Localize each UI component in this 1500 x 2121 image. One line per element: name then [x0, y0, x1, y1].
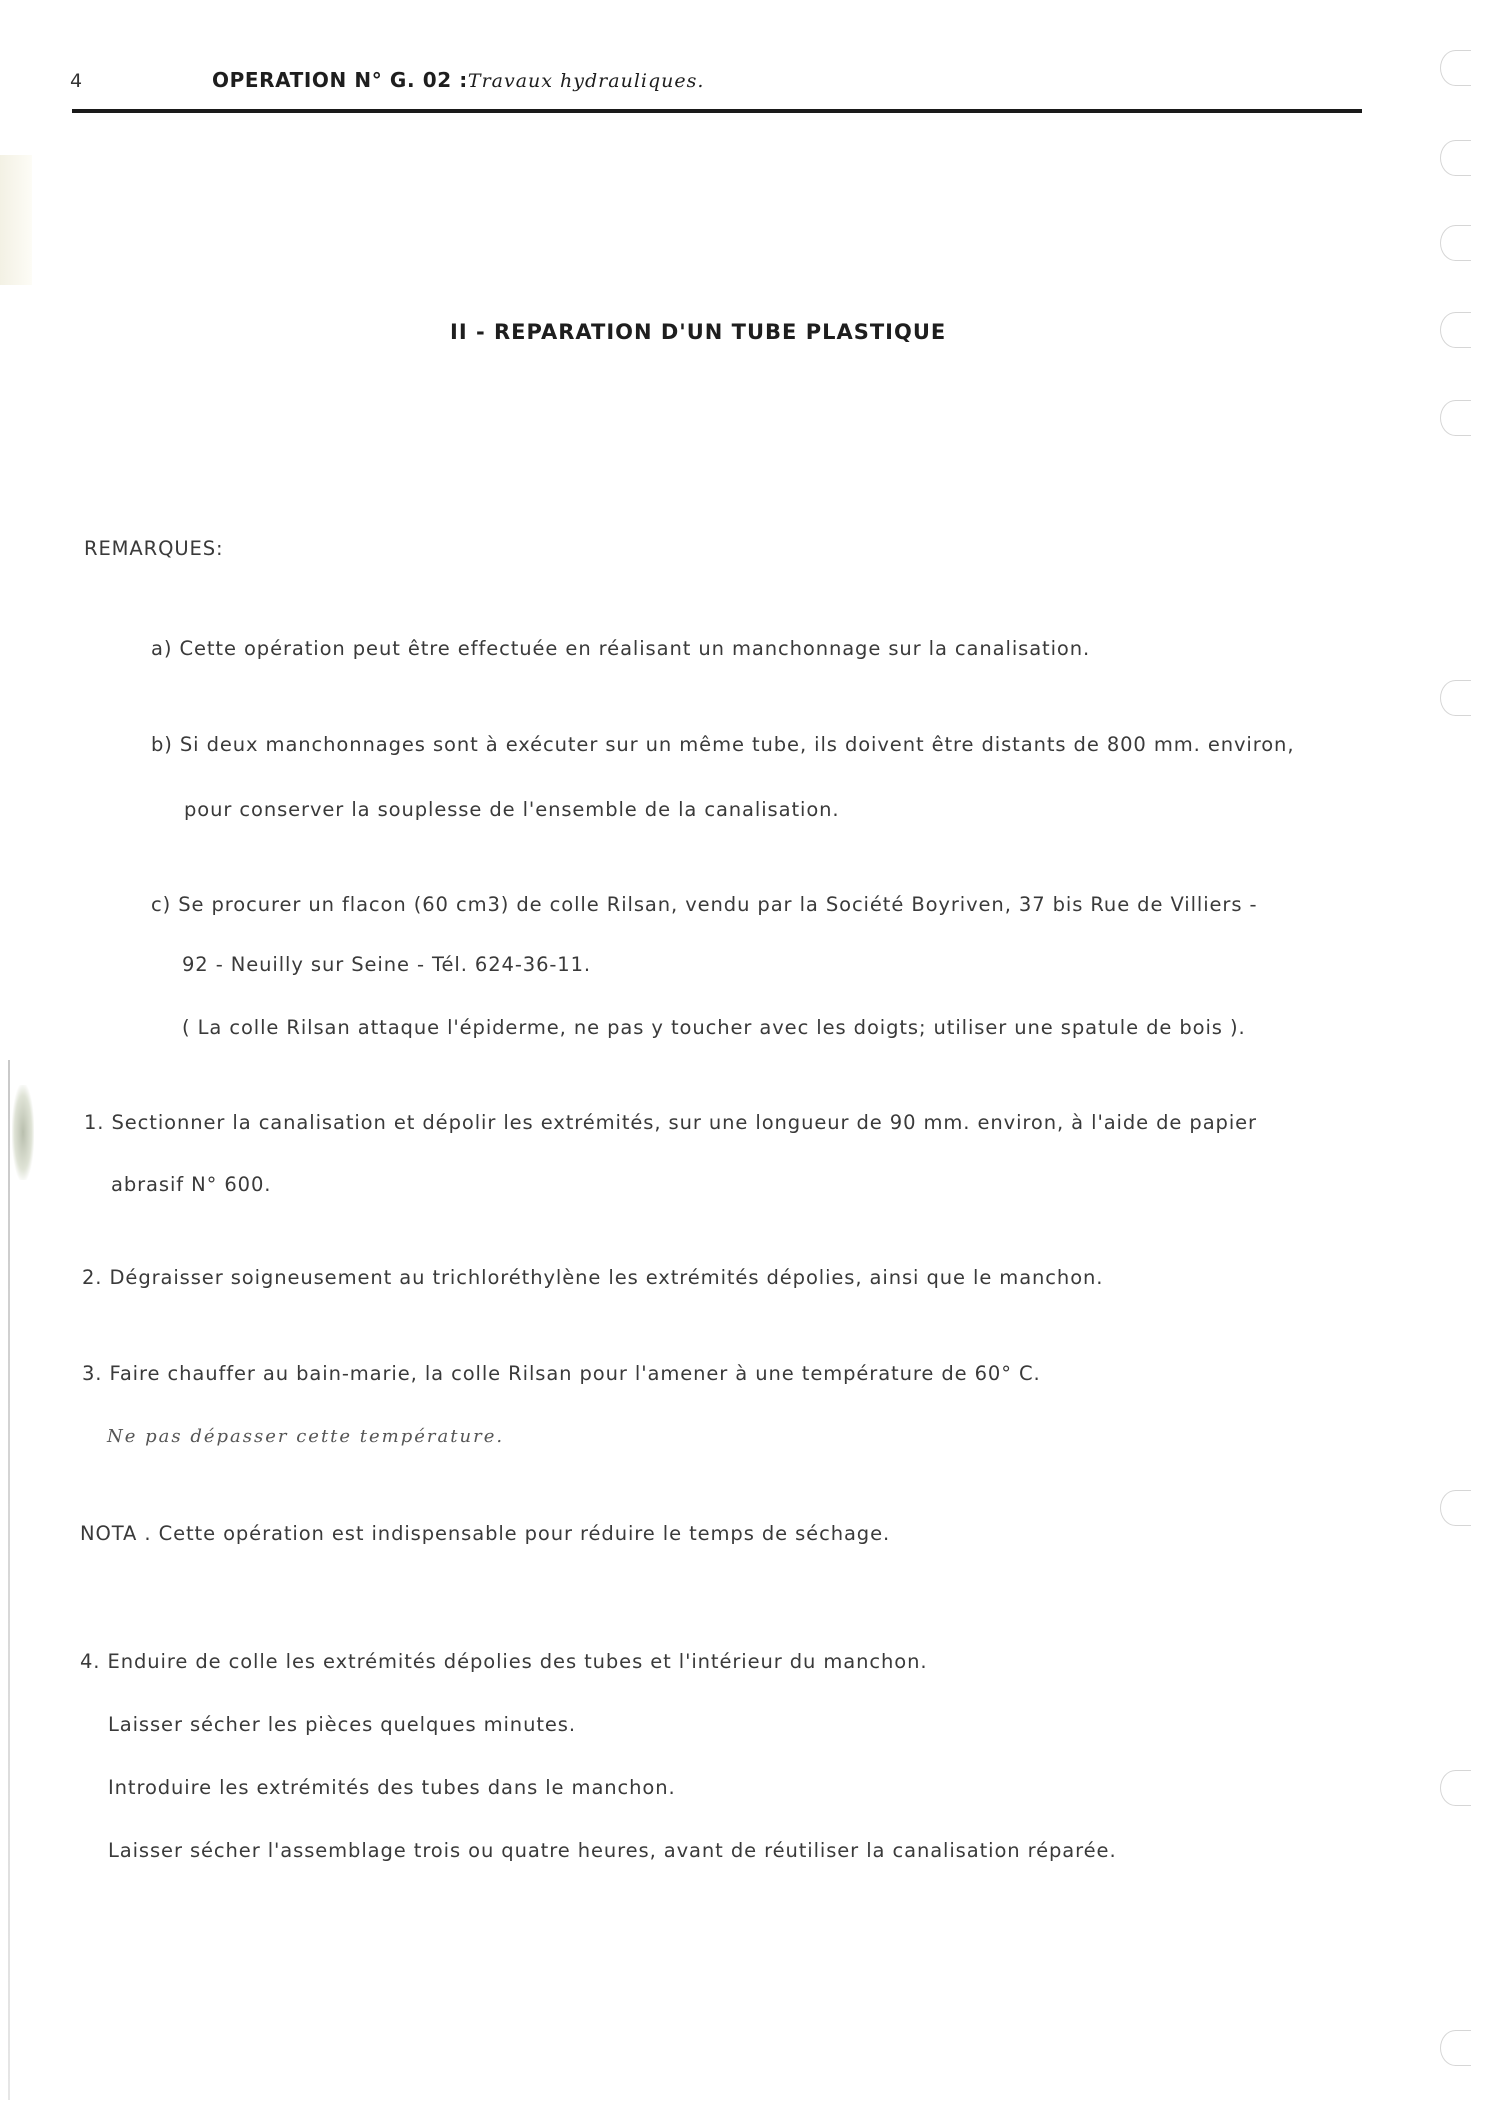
punch-hole [1440, 680, 1471, 716]
step-4-line3: Introduire les extrémités des tubes dans le manchon. [108, 1776, 676, 1799]
punch-hole [1440, 1490, 1471, 1526]
remark-c-line2: 92 - Neuilly sur Seine - Tél. 624-36-11. [182, 953, 592, 976]
scan-edge-shade [0, 155, 32, 285]
header-subtitle: Travaux hydrauliques. [467, 70, 705, 92]
remarques-heading: REMARQUES: [84, 537, 224, 560]
punch-hole [1440, 312, 1471, 348]
punch-hole [1440, 400, 1471, 436]
punch-hole [1440, 140, 1471, 176]
nota: NOTA . Cette opération est indispensable pour réduire le temps de séchage. [80, 1522, 891, 1545]
step-4-line4: Laisser sécher l'assemblage trois ou quatre heures, avant de réutiliser la canalisation réparée. [108, 1839, 1117, 1862]
step-3: 3. Faire chauffer au bain-marie, la colle Rilsan pour l'amener à une température de 60° C. [82, 1362, 1041, 1385]
step-4-line2: Laisser sécher les pièces quelques minutes. [108, 1713, 576, 1736]
remark-b-line2: pour conserver la souplesse de l'ensemble de la canalisation. [184, 798, 840, 821]
step-1-line1: 1. Sectionner la canalisation et dépolir les extrémités, sur une longueur de 90 mm. environ, à l'aide de papier [84, 1111, 1257, 1134]
punch-hole [1440, 1770, 1471, 1806]
step-4-line1: 4. Enduire de colle les extrémités dépolies des tubes et l'intérieur du manchon. [80, 1650, 928, 1673]
remark-c-line3: ( La colle Rilsan attaque l'épiderme, ne pas y toucher avec les doigts; utiliser une spatule de bois ). [182, 1016, 1246, 1039]
step-1-line2: abrasif N° 600. [111, 1173, 272, 1196]
scan-binding-mark [12, 1085, 34, 1180]
remark-c-line1: c) Se procurer un flacon (60 cm3) de colle Rilsan, vendu par la Société Boyriven, 37 bis Rue de Villiers - [151, 893, 1258, 916]
page-number: 4 [70, 70, 83, 92]
step-3-warning: Ne pas dépasser cette température. [107, 1426, 505, 1447]
scan-binding-line [8, 1060, 10, 2100]
punch-hole [1440, 50, 1471, 86]
header-rule [72, 109, 1362, 113]
section-title: II - REPARATION D'UN TUBE PLASTIQUE [450, 320, 947, 344]
punch-hole [1440, 2030, 1471, 2066]
remark-b-line1: b) Si deux manchonnages sont à exécuter sur un même tube, ils doivent être distants de 800 mm. environ, [151, 733, 1295, 756]
punch-hole [1440, 225, 1471, 261]
remark-a: a) Cette opération peut être effectuée en réalisant un manchonnage sur la canalisation. [151, 637, 1091, 660]
page-header [212, 68, 704, 92]
header-title: OPERATION N° G. 02 : [212, 68, 468, 92]
step-2: 2. Dégraisser soigneusement au trichloréthylène les extrémités dépolies, ainsi que le manchon. [82, 1266, 1104, 1289]
